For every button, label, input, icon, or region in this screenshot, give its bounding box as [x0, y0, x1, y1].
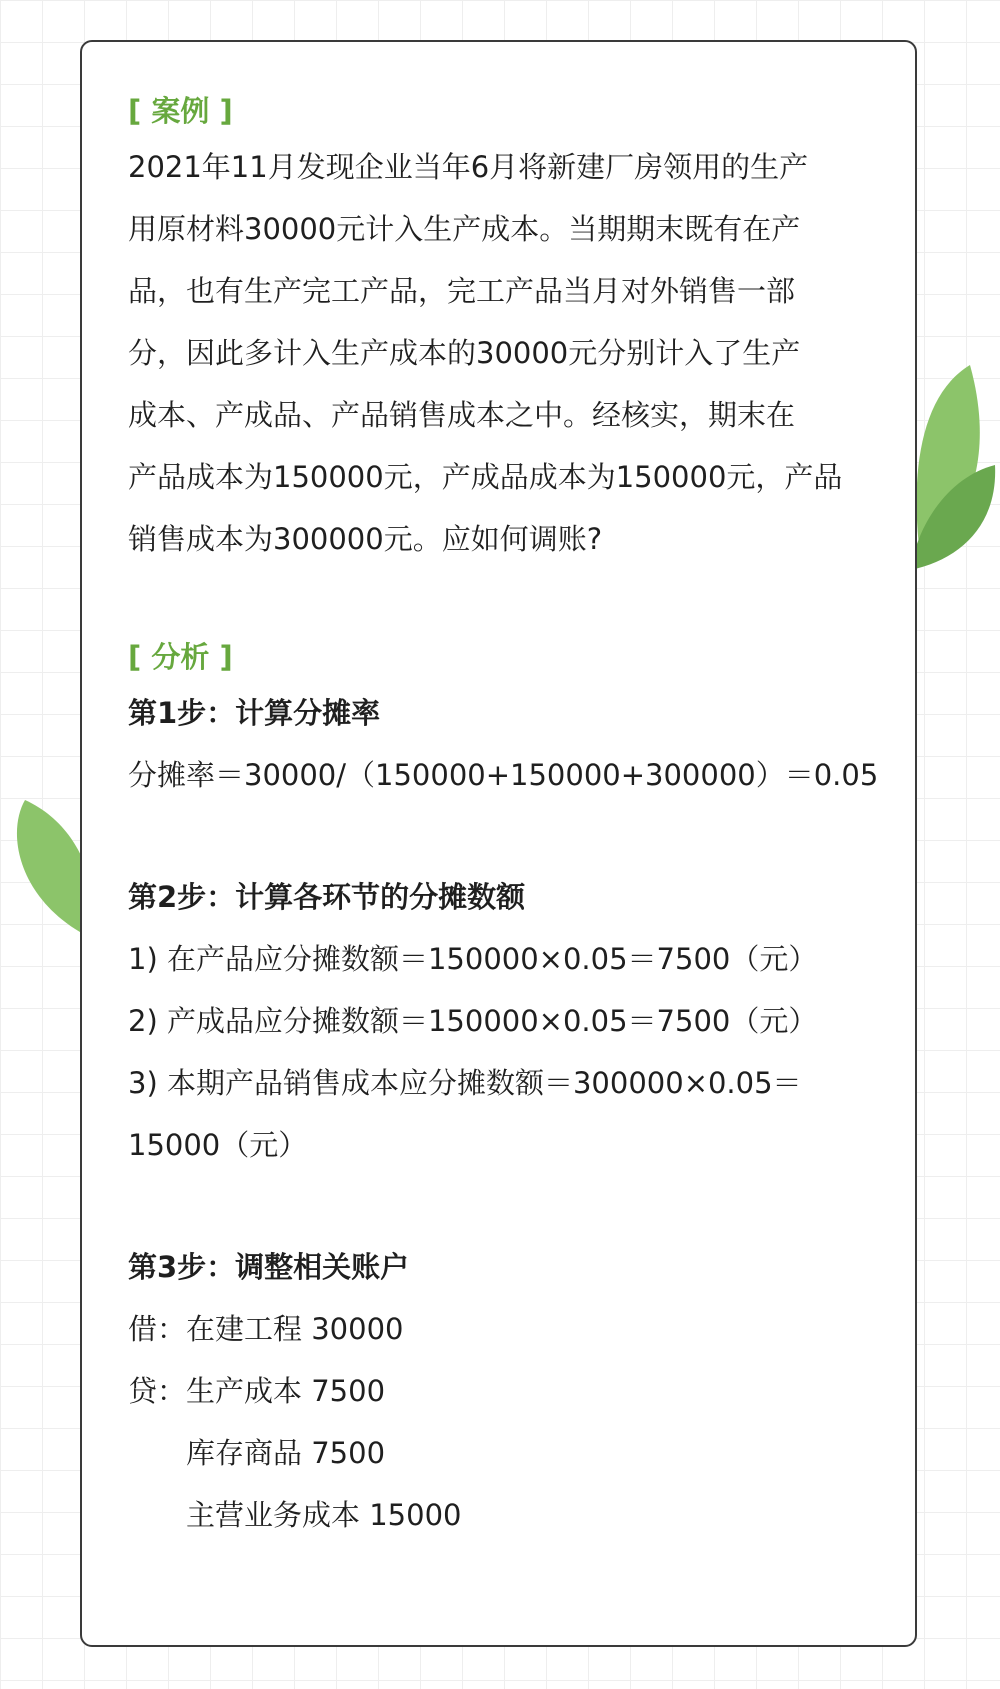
- journal-credit-line: 贷：生产成本 7500: [128, 1374, 386, 1408]
- case-line: 用原材料30000元计入生产成本。当期期末既有在产: [128, 212, 801, 246]
- case-heading: [ 案例 ]: [128, 94, 233, 128]
- calc-line: 3) 本期产品销售成本应分摊数额＝300000×0.05＝: [128, 1066, 802, 1100]
- case-line: 品，也有生产完工产品，完工产品当月对外销售一部: [128, 274, 796, 308]
- journal-credit-line: 主营业务成本 15000: [186, 1498, 462, 1532]
- step-3-body: [128, 1298, 863, 1546]
- case-line: 成本、产成品、产品销售成本之中。经核实，期末在: [128, 398, 796, 432]
- calc-line: 2) 产成品应分摊数额＝150000×0.05＝7500（元）: [128, 1004, 818, 1038]
- step-3-title: 第3步：调整相关账户: [128, 1250, 410, 1284]
- case-line: 产品成本为150000元，产成品成本为150000元，产品: [128, 460, 843, 494]
- calc-line: 1) 在产品应分摊数额＝150000×0.05＝7500（元）: [128, 942, 818, 976]
- case-paragraph: [128, 136, 863, 570]
- step-1-body: [128, 744, 879, 806]
- case-line: 分，因此多计入生产成本的30000元分别计入了生产: [128, 336, 801, 370]
- analysis-heading: [ 分析 ]: [128, 640, 233, 674]
- step-2-body: [128, 928, 863, 1176]
- case-line: 销售成本为300000元。应如何调账?: [128, 522, 603, 556]
- step-2-title: 第2步：计算各环节的分摊数额: [128, 880, 526, 914]
- journal-credit-line: 库存商品 7500: [186, 1436, 386, 1470]
- content-card: [80, 40, 917, 1647]
- journal-debit-line: 借：在建工程 30000: [128, 1312, 404, 1346]
- formula-line: 分摊率＝30000/（150000+150000+300000）＝0.05: [128, 758, 879, 792]
- case-line: 2021年11月发现企业当年6月将新建厂房领用的生产: [128, 150, 809, 184]
- step-1-title: 第1步：计算分摊率: [128, 696, 381, 730]
- calc-line: 15000（元）: [128, 1128, 308, 1162]
